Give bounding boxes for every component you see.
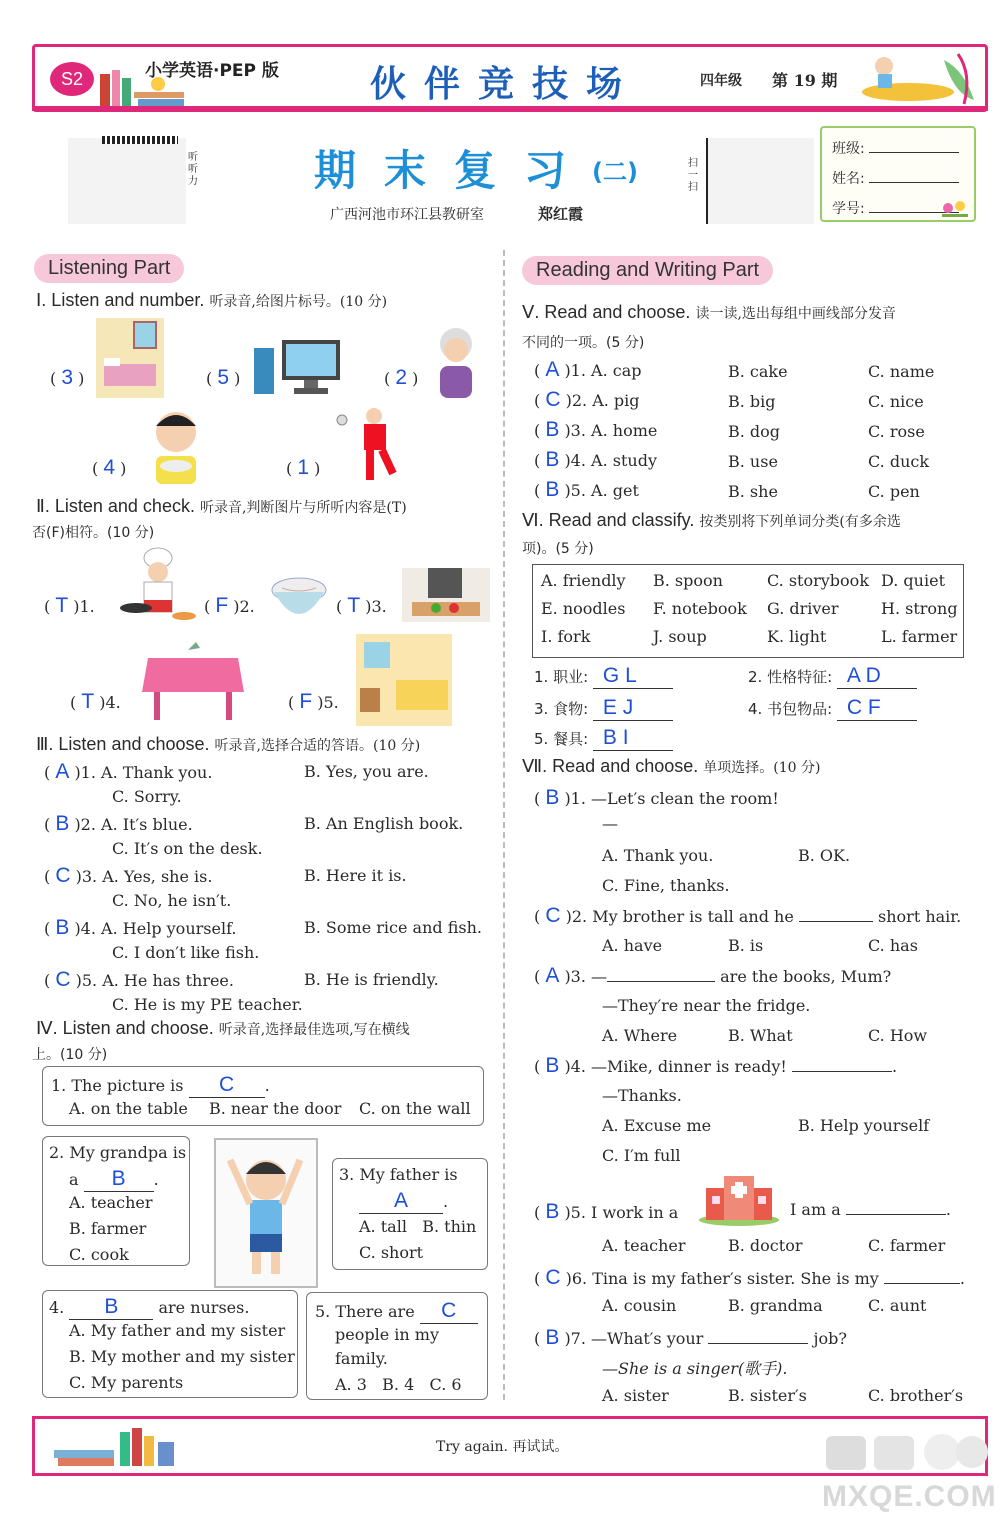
s3-opt-a: A. Yes, she is.: [102, 867, 213, 886]
page-title: 期末复习: [314, 146, 595, 195]
s4-q4: 4. B are nurses.: [49, 1295, 250, 1318]
s4-box-1: [42, 1066, 484, 1126]
s7-q1-opt-b: B. OK.: [798, 846, 851, 865]
s7-q7-opt-c: C. brother′s: [868, 1386, 964, 1405]
word-bank-item: K. light: [767, 627, 827, 646]
s5-answer: A: [545, 358, 560, 381]
computer-picture: [254, 338, 342, 398]
s4-q2: 2. My grandpa is: [49, 1143, 187, 1162]
s5-item: ( C )2. A. pig: [534, 388, 640, 411]
word-bank-item: D. quiet: [881, 571, 945, 590]
s3-opt-a: A. He has three.: [102, 971, 234, 990]
s7-q5-tail: I am a .: [790, 1200, 951, 1219]
s7-q6-opt-b: B. grandma: [728, 1296, 823, 1315]
boy-cheering-icon: [216, 1140, 316, 1286]
s3-opt-c: C. No, he isn′t.: [112, 891, 232, 910]
s5-item: ( A )1. A. cap: [534, 358, 642, 381]
word-bank-item: E. noodles: [541, 599, 626, 618]
s4-box-5: [306, 1292, 488, 1400]
s7-q7: ( B )7. —What′s your job?: [534, 1326, 847, 1349]
s4-q2-opt-a: A. teacher: [69, 1193, 153, 1212]
s3-item: ( B )4. A. Help yourself.: [44, 916, 237, 939]
s7-q6-opt-c: C. aunt: [868, 1296, 927, 1315]
s5-opt-b: B. she: [728, 482, 778, 501]
s7-heading: Ⅶ. Read and choose. 单项选择。(10 分): [522, 756, 821, 776]
word-bank-item: G. driver: [767, 599, 839, 618]
s4-q4-opt-a: A. My father and my sister: [69, 1321, 286, 1340]
s3-heading: Ⅲ. Listen and choose. 听录音,选择合适的答语。(10 分): [36, 734, 421, 754]
s5-opt-c: C. name: [868, 362, 935, 381]
issue-number: 第 19 期: [772, 71, 838, 90]
cutting-vegetables-picture: [402, 568, 490, 622]
s5-item: ( B )3. A. home: [534, 418, 658, 441]
s7-q5-opt-c: C. farmer: [868, 1236, 946, 1255]
s2-heading: Ⅱ. Listen and check. 听录音,判断图片与所听内容是(T): [36, 496, 407, 516]
s5-num: )5.: [564, 481, 586, 500]
s1-item: ( 4 ): [92, 456, 127, 479]
s7-q3-line2: —They′re near the fridge.: [602, 996, 811, 1015]
s3-answer: C: [55, 864, 71, 887]
word-bank-item: B. spoon: [653, 571, 723, 590]
s7-q1-line2: —: [602, 814, 618, 833]
s7-q7-line2: —She is a singer(歌手).: [602, 1359, 788, 1378]
s3-opt-b: B. An English book.: [304, 814, 464, 833]
s3-opt-a: A. Help yourself.: [101, 919, 237, 938]
s4-q1-opt-c: C. on the wall: [359, 1099, 471, 1118]
field-class: 班级:: [832, 138, 959, 158]
s5-num: )2.: [565, 391, 588, 410]
s3-opt-b: B. Some rice and fish.: [304, 918, 482, 937]
s4-instr: 上。(10 分): [32, 1047, 108, 1063]
s4-q4-opt-b: B. My mother and my sister: [69, 1347, 295, 1366]
word-bank: [532, 564, 964, 658]
s5-opt-a: A. get: [591, 481, 639, 500]
table-picture: [140, 636, 246, 722]
s6-heading: Ⅵ. Read and classify. 按类别将下列单词分类(有多余选: [522, 510, 901, 530]
s7-q4-opt-c: C. I′m full: [602, 1146, 681, 1165]
s7-q2: ( C )2. My brother is tall and he short hair.: [534, 904, 962, 927]
s3-opt-c: C. I don′t like fish.: [112, 943, 260, 962]
s1-heading: Ⅰ. Listen and number. 听录音,给图片标号。(10 分): [36, 290, 388, 310]
s2-item-5: ( F )5.: [288, 690, 339, 713]
footer-books-icon: [54, 1420, 184, 1472]
noodles-bowl-picture: [270, 570, 328, 624]
s5-opt-b: B. dog: [728, 422, 781, 441]
s7-q4: ( B )4. —Mike, dinner is ready! .: [534, 1054, 898, 1077]
s7-q3-opt-b: B. What: [728, 1026, 793, 1045]
boy-frame: [214, 1138, 318, 1288]
s7-q2-opt-b: B. is: [728, 936, 764, 955]
category-answer: G L: [593, 664, 673, 689]
brand-title: 伙伴竞技场: [370, 64, 641, 105]
category-label: 5. 餐具:: [534, 730, 589, 748]
field-number: 学号:: [832, 198, 959, 218]
listening-pill: Listening Part: [34, 254, 184, 283]
category-label: 4. 书包物品:: [748, 700, 833, 718]
girl-on-plane-icon: [848, 50, 982, 108]
s7-q2-opt-c: C. has: [868, 936, 918, 955]
s4-q3-opt-ab: A. tall B. thin: [359, 1217, 477, 1236]
s2-item-1: ( T )1.: [44, 594, 95, 617]
grandma-picture: [428, 326, 484, 400]
s7-q2-opt-a: A. have: [602, 936, 663, 955]
s3-opt-a: A. Thank you.: [101, 763, 213, 782]
s7-q1-opt-c: C. Fine, thanks.: [602, 876, 730, 895]
s5-num: )3.: [564, 421, 586, 440]
s5-opt-c: C. duck: [868, 452, 930, 471]
s5-opt-a: A. cap: [591, 361, 642, 380]
page-subtitle: (二): [592, 158, 638, 186]
author-name: 郑红霞: [538, 205, 584, 223]
category-answer: C F: [837, 696, 917, 721]
watermark: MXQE.COM: [822, 1480, 997, 1513]
s7-q5: ( B )5. I work in a: [534, 1200, 679, 1223]
s5-item: ( B )5. A. get: [534, 478, 639, 501]
s3-num: )2.: [74, 815, 96, 834]
s5-answer: B: [545, 418, 560, 441]
word-bank-item: I. fork: [541, 627, 591, 646]
boy-eating-picture: [146, 410, 208, 488]
s3-answer: C: [55, 968, 71, 991]
s7-q5-opt-a: A. teacher: [602, 1236, 686, 1255]
bedroom-picture: [96, 318, 164, 398]
s4-q4-opt-c: C. My parents: [69, 1373, 184, 1392]
word-bank-item: H. strong: [881, 599, 958, 618]
s4-q3-opt-c: C. short: [359, 1243, 424, 1262]
bed-picture: [356, 634, 452, 726]
s4-q1: 1. The picture is C .: [51, 1073, 270, 1096]
s5-answer: B: [545, 448, 560, 471]
s2-item-4: ( T )4.: [70, 690, 121, 713]
s4-q1-opt-a: A. on the table: [69, 1099, 188, 1118]
author-org: 广西河池市环江县教研室: [330, 207, 484, 223]
s5-answer: C: [545, 388, 561, 411]
s5-opt-b: B. big: [728, 392, 776, 411]
s5-item: ( B )4. A. study: [534, 448, 657, 471]
field-name: 姓名:: [832, 168, 959, 188]
s2-item-2: ( F )2.: [204, 594, 255, 617]
student-info-box: [820, 126, 976, 222]
s3-opt-a: A. It′s blue.: [101, 815, 193, 834]
category-answer: E J: [593, 696, 673, 721]
s7-q3: ( A )3. — are the books, Mum?: [534, 964, 892, 987]
s4-q5-line3: family.: [335, 1349, 388, 1368]
qr-code-right[interactable]: [706, 138, 814, 224]
series-label: 小学英语·PEP 版: [145, 61, 279, 81]
reading-pill: Reading and Writing Part: [522, 256, 773, 285]
s5-answer: B: [545, 478, 560, 501]
s3-item: ( A )1. A. Thank you.: [44, 760, 213, 783]
category-answer: B I: [593, 726, 673, 751]
s7-q1-opt-a: A. Thank you.: [602, 846, 714, 865]
category-item: [534, 726, 673, 751]
s7-q7-opt-a: A. sister: [602, 1386, 669, 1405]
s5-num: )1.: [564, 361, 586, 380]
category-item: [534, 664, 673, 689]
s4-q5-opts: A. 3 B. 4 C. 6: [335, 1375, 462, 1394]
s6-instr: 项)。(5 分): [522, 541, 594, 557]
s7-q5-opt-b: B. doctor: [728, 1236, 803, 1255]
s3-item: ( C )5. A. He has three.: [44, 968, 234, 991]
s4-heading: Ⅳ. Listen and choose. 听录音,选择最佳选项,写在横线: [36, 1018, 410, 1038]
s5-heading: Ⅴ. Read and choose. 读一读,选出每组中画线部分发音: [522, 302, 896, 322]
s5-opt-a: A. home: [591, 421, 658, 440]
s3-num: )5.: [75, 971, 98, 990]
s4-q2-opt-c: C. cook: [69, 1245, 129, 1264]
category-answer: A D: [837, 664, 917, 689]
chef-picture: [114, 546, 200, 626]
s5-opt-a: A. study: [591, 451, 657, 470]
word-bank-item: J. soup: [653, 627, 707, 646]
s3-opt-c: C. Sorry.: [112, 787, 182, 806]
word-bank-item: L. farmer: [881, 627, 958, 646]
football-player-picture: [336, 404, 412, 490]
s2-item-3: ( T )3.: [336, 594, 387, 617]
s5-opt-b: B. cake: [728, 362, 788, 381]
qr-code-left[interactable]: [68, 138, 186, 224]
word-bank-item: A. friendly: [541, 571, 626, 590]
category-label: 1. 职业:: [534, 668, 589, 686]
s7-q4-opt-b: B. Help yourself: [798, 1116, 930, 1135]
s3-num: )4.: [74, 919, 96, 938]
category-item: [748, 696, 917, 721]
s4-box-3: [332, 1158, 488, 1270]
s7-q1: ( B )1. —Let′s clean the room!: [534, 786, 779, 809]
watermark-logo-icon: [822, 1430, 992, 1478]
s4-q2-opt-b: B. farmer: [69, 1219, 147, 1238]
s7-q4-line2: —Thanks.: [602, 1086, 682, 1105]
s7-q6-opt-a: A. cousin: [602, 1296, 677, 1315]
s4-q5-line2: people in my: [335, 1325, 439, 1344]
s3-answer: B: [55, 916, 70, 939]
scan-label: 扫一扫: [688, 158, 698, 193]
s5-opt-a: A. pig: [592, 391, 640, 410]
s3-item: ( C )3. A. Yes, she is.: [44, 864, 213, 887]
category-label: 3. 食物:: [534, 700, 589, 718]
s7-q3-opt-a: A. Where: [602, 1026, 678, 1045]
s1-item: ( 5 ): [206, 366, 241, 389]
s3-opt-c: C. He is my PE teacher.: [112, 995, 303, 1014]
grade-label: 四年级: [700, 73, 742, 89]
listen-label: 听听力: [188, 152, 198, 187]
s5-instr: 不同的一项。(5 分): [522, 335, 645, 351]
s3-opt-b: B. Here it is.: [304, 866, 407, 885]
s4-q3-line: A .: [359, 1189, 448, 1214]
s7-q4-opt-a: A. Excuse me: [602, 1116, 712, 1135]
s7-q6: ( C )6. Tina is my father′s sister. She is my .: [534, 1266, 966, 1289]
flower-icon: [940, 198, 970, 218]
s4-box-2: [42, 1136, 190, 1266]
s5-num: )4.: [564, 451, 586, 470]
s4-box-4: [42, 1290, 298, 1398]
s3-opt-b: B. Yes, you are.: [304, 762, 429, 781]
s4-q1-opt-b: B. near the door: [209, 1099, 342, 1118]
s3-item: ( B )2. A. It′s blue.: [44, 812, 193, 835]
s5-opt-c: C. rose: [868, 422, 925, 441]
s3-opt-c: C. It′s on the desk.: [112, 839, 263, 858]
s4-q5: 5. There are C: [315, 1299, 478, 1324]
word-bank-item: F. notebook: [653, 599, 747, 618]
column-divider: [503, 250, 505, 1400]
s2-instr: 否(F)相符。(10 分): [32, 525, 155, 541]
category-item: [748, 664, 917, 689]
s3-answer: B: [55, 812, 70, 835]
s4-q2-line: a B .: [69, 1167, 159, 1190]
s1-item: ( 3 ): [50, 366, 85, 389]
s3-opt-b: B. He is friendly.: [304, 970, 439, 989]
category-item: [534, 696, 673, 721]
s1-item: ( 1 ): [286, 456, 321, 479]
s7-q3-opt-c: C. How: [868, 1026, 928, 1045]
s3-answer: A: [55, 760, 70, 783]
issue-badge: S2: [50, 62, 94, 96]
hospital-picture: [698, 1172, 780, 1226]
s4-q3: 3. My father is: [339, 1165, 458, 1184]
s5-opt-c: C. nice: [868, 392, 924, 411]
s5-opt-b: B. use: [728, 452, 778, 471]
s5-opt-c: C. pen: [868, 482, 920, 501]
word-bank-item: C. storybook: [767, 571, 870, 590]
s3-num: )1.: [74, 763, 96, 782]
s1-item: ( 2 ): [384, 366, 419, 389]
qr-top-strip-left: [102, 136, 178, 144]
footer-text: Try again. 再试试。: [436, 1439, 569, 1455]
s3-num: )3.: [75, 867, 98, 886]
s7-q7-opt-b: B. sister′s: [728, 1386, 807, 1405]
category-label: 2. 性格特征:: [748, 668, 833, 686]
